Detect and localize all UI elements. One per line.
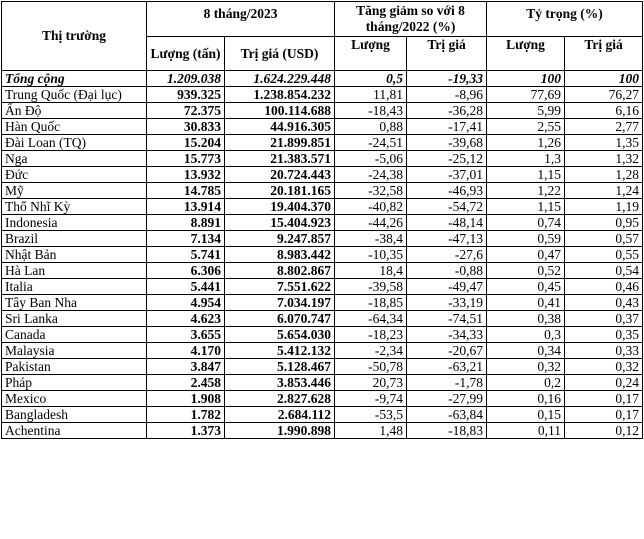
market-cell: Pakistan — [2, 359, 147, 375]
volume-share-cell: 0,15 — [487, 407, 565, 423]
value-cell: 2.827.628 — [225, 391, 335, 407]
value-share-cell: 1,24 — [565, 183, 643, 199]
table-row — [2, 391, 643, 407]
market-cell: Achentina — [2, 423, 147, 439]
value-share-cell: 2,77 — [565, 119, 643, 135]
header-market: Thị trường — [2, 2, 147, 71]
header-row-1 — [2, 2, 643, 37]
value-share-cell: 1,35 — [565, 135, 643, 151]
volume-cell: 5.441 — [147, 279, 225, 295]
value-share-cell: 0,46 — [565, 279, 643, 295]
table-row — [2, 375, 643, 391]
value-change-cell: -49,47 — [407, 279, 487, 295]
table-row — [2, 279, 643, 295]
volume-cell: 15.204 — [147, 135, 225, 151]
market-statistics-table — [1, 1, 643, 439]
value-share-cell: 0,17 — [565, 391, 643, 407]
volume-share-cell: 1,22 — [487, 183, 565, 199]
volume-share-cell: 5,99 — [487, 103, 565, 119]
value-cell: 5.654.030 — [225, 327, 335, 343]
volume-cell: 1.782 — [147, 407, 225, 423]
value-share-cell: 0,55 — [565, 247, 643, 263]
volume-cell: 4.954 — [147, 295, 225, 311]
header-change-volume: Lượng — [335, 37, 407, 71]
value-cell: 7.034.197 — [225, 295, 335, 311]
volume-change-cell: 11,81 — [335, 87, 407, 103]
total-label: Tổng cộng — [2, 71, 147, 87]
market-cell: Trung Quốc (Đại lục) — [2, 87, 147, 103]
value-cell: 7.551.622 — [225, 279, 335, 295]
table-row — [2, 183, 643, 199]
value-cell: 5.128.467 — [225, 359, 335, 375]
volume-cell: 3.655 — [147, 327, 225, 343]
value-change-cell: -74,51 — [407, 311, 487, 327]
value-change-cell: -34,33 — [407, 327, 487, 343]
volume-cell: 1.908 — [147, 391, 225, 407]
volume-change-cell: -2,34 — [335, 343, 407, 359]
value-change-cell: -20,67 — [407, 343, 487, 359]
volume-change-cell: -24,51 — [335, 135, 407, 151]
volume-share-cell: 0,2 — [487, 375, 565, 391]
value-change-cell: -47,13 — [407, 231, 487, 247]
volume-change-cell: -64,34 — [335, 311, 407, 327]
value-share-cell: 0,57 — [565, 231, 643, 247]
header-share-volume: Lượng — [487, 37, 565, 71]
value-share-cell: 0,95 — [565, 215, 643, 231]
table-row — [2, 327, 643, 343]
value-change-cell: -8,96 — [407, 87, 487, 103]
volume-cell: 6.306 — [147, 263, 225, 279]
volume-share-cell: 0,59 — [487, 231, 565, 247]
total-volume-share: 100 — [487, 71, 565, 87]
volume-change-cell: -24,38 — [335, 167, 407, 183]
volume-cell: 4.623 — [147, 311, 225, 327]
volume-share-cell: 0,3 — [487, 327, 565, 343]
value-share-cell: 0,12 — [565, 423, 643, 439]
header-change: Tăng giảm so với 8 tháng/2022 (%) — [335, 2, 487, 37]
table-row — [2, 263, 643, 279]
volume-cell: 3.847 — [147, 359, 225, 375]
volume-share-cell: 1,3 — [487, 151, 565, 167]
value-share-cell: 1,19 — [565, 199, 643, 215]
value-cell: 2.684.112 — [225, 407, 335, 423]
value-cell: 5.412.132 — [225, 343, 335, 359]
table-row — [2, 359, 643, 375]
value-share-cell: 1,28 — [565, 167, 643, 183]
volume-change-cell: -38,4 — [335, 231, 407, 247]
volume-share-cell: 0,11 — [487, 423, 565, 439]
market-cell: Malaysia — [2, 343, 147, 359]
volume-share-cell: 0,34 — [487, 343, 565, 359]
table-row — [2, 103, 643, 119]
volume-cell: 2.458 — [147, 375, 225, 391]
market-cell: Thổ Nhĩ Kỳ — [2, 199, 147, 215]
market-cell: Canada — [2, 327, 147, 343]
volume-cell: 5.741 — [147, 247, 225, 263]
volume-change-cell: 0,88 — [335, 119, 407, 135]
value-cell: 9.247.857 — [225, 231, 335, 247]
value-change-cell: -48,14 — [407, 215, 487, 231]
value-change-cell: -63,21 — [407, 359, 487, 375]
table-row — [2, 199, 643, 215]
volume-change-cell: -9,74 — [335, 391, 407, 407]
value-change-cell: -54,72 — [407, 199, 487, 215]
value-change-cell: -46,93 — [407, 183, 487, 199]
volume-change-cell: -10,35 — [335, 247, 407, 263]
value-change-cell: -18,83 — [407, 423, 487, 439]
value-cell: 8.983.442 — [225, 247, 335, 263]
value-change-cell: -17,41 — [407, 119, 487, 135]
volume-share-cell: 0,16 — [487, 391, 565, 407]
value-cell: 21.383.571 — [225, 151, 335, 167]
value-share-cell: 0,17 — [565, 407, 643, 423]
value-share-cell: 0,37 — [565, 311, 643, 327]
value-change-cell: -27,99 — [407, 391, 487, 407]
volume-cell: 13.914 — [147, 199, 225, 215]
total-row — [2, 71, 643, 87]
volume-change-cell: -18,85 — [335, 295, 407, 311]
header-volume-tonnes: Lượng (tấn) — [147, 37, 225, 71]
total-volume-change: 0,5 — [335, 71, 407, 87]
value-share-cell: 1,32 — [565, 151, 643, 167]
volume-change-cell: -18,23 — [335, 327, 407, 343]
table-row — [2, 343, 643, 359]
header-share: Tỷ trọng (%) — [487, 2, 643, 37]
value-cell: 100.114.688 — [225, 103, 335, 119]
table-row — [2, 231, 643, 247]
market-cell: Sri Lanka — [2, 311, 147, 327]
volume-share-cell: 1,15 — [487, 199, 565, 215]
value-change-cell: -27,6 — [407, 247, 487, 263]
table-body — [2, 71, 643, 439]
volume-change-cell: -44,26 — [335, 215, 407, 231]
volume-share-cell: 0,45 — [487, 279, 565, 295]
market-cell: Italia — [2, 279, 147, 295]
table-row — [2, 167, 643, 183]
volume-share-cell: 0,47 — [487, 247, 565, 263]
value-share-cell: 6,16 — [565, 103, 643, 119]
total-value-share: 100 — [565, 71, 643, 87]
volume-cell: 4.170 — [147, 343, 225, 359]
market-cell: Ấn Độ — [2, 103, 147, 119]
volume-change-cell: 20,73 — [335, 375, 407, 391]
volume-change-cell: -53,5 — [335, 407, 407, 423]
volume-share-cell: 2,55 — [487, 119, 565, 135]
volume-change-cell: -5,06 — [335, 151, 407, 167]
market-cell: Đài Loan (TQ) — [2, 135, 147, 151]
value-change-cell: -1,78 — [407, 375, 487, 391]
value-share-cell: 0,32 — [565, 359, 643, 375]
market-cell: Brazil — [2, 231, 147, 247]
value-change-cell: -25,12 — [407, 151, 487, 167]
table-row — [2, 119, 643, 135]
market-cell: Nhật Bản — [2, 247, 147, 263]
value-change-cell: -37,01 — [407, 167, 487, 183]
value-cell: 3.853.446 — [225, 375, 335, 391]
value-share-cell: 0,35 — [565, 327, 643, 343]
value-cell: 20.181.165 — [225, 183, 335, 199]
volume-change-cell: -18,43 — [335, 103, 407, 119]
market-cell: Nga — [2, 151, 147, 167]
volume-share-cell: 1,15 — [487, 167, 565, 183]
value-cell: 44.916.305 — [225, 119, 335, 135]
table-row — [2, 151, 643, 167]
market-cell: Tây Ban Nha — [2, 295, 147, 311]
value-change-cell: -36,28 — [407, 103, 487, 119]
value-cell: 20.724.443 — [225, 167, 335, 183]
value-cell: 1.990.898 — [225, 423, 335, 439]
table-row — [2, 423, 643, 439]
table-row — [2, 311, 643, 327]
value-share-cell: 0,33 — [565, 343, 643, 359]
volume-cell: 15.773 — [147, 151, 225, 167]
value-cell: 8.802.867 — [225, 263, 335, 279]
table-row — [2, 215, 643, 231]
value-cell: 19.404.370 — [225, 199, 335, 215]
volume-cell: 8.891 — [147, 215, 225, 231]
volume-change-cell: -32,58 — [335, 183, 407, 199]
market-cell: Mexico — [2, 391, 147, 407]
market-cell: Đức — [2, 167, 147, 183]
volume-share-cell: 77,69 — [487, 87, 565, 103]
total-volume: 1.209.038 — [147, 71, 225, 87]
volume-cell: 14.785 — [147, 183, 225, 199]
value-cell: 21.899.851 — [225, 135, 335, 151]
volume-change-cell: -39,58 — [335, 279, 407, 295]
total-value-change: -19,33 — [407, 71, 487, 87]
value-cell: 15.404.923 — [225, 215, 335, 231]
table-row — [2, 135, 643, 151]
volume-share-cell: 0,52 — [487, 263, 565, 279]
value-share-cell: 76,27 — [565, 87, 643, 103]
header-change-value: Trị giá — [407, 37, 487, 71]
value-share-cell: 0,24 — [565, 375, 643, 391]
market-cell: Indonesia — [2, 215, 147, 231]
volume-change-cell: 18,4 — [335, 263, 407, 279]
total-value: 1.624.229.448 — [225, 71, 335, 87]
market-cell: Pháp — [2, 375, 147, 391]
volume-change-cell: -50,78 — [335, 359, 407, 375]
table-row — [2, 87, 643, 103]
value-share-cell: 0,43 — [565, 295, 643, 311]
market-cell: Bangladesh — [2, 407, 147, 423]
volume-change-cell: -40,82 — [335, 199, 407, 215]
volume-cell: 72.375 — [147, 103, 225, 119]
market-cell: Hà Lan — [2, 263, 147, 279]
header-share-value: Trị giá — [565, 37, 643, 71]
volume-cell: 30.833 — [147, 119, 225, 135]
market-cell: Hàn Quốc — [2, 119, 147, 135]
market-cell: Mỹ — [2, 183, 147, 199]
value-change-cell: -0,88 — [407, 263, 487, 279]
header-value-usd: Trị giá (USD) — [225, 37, 335, 71]
value-change-cell: -63,84 — [407, 407, 487, 423]
value-share-cell: 0,54 — [565, 263, 643, 279]
table-row — [2, 407, 643, 423]
volume-cell: 1.373 — [147, 423, 225, 439]
value-change-cell: -33,19 — [407, 295, 487, 311]
value-cell: 6.070.747 — [225, 311, 335, 327]
table-row — [2, 295, 643, 311]
volume-share-cell: 0,38 — [487, 311, 565, 327]
value-cell: 1.238.854.232 — [225, 87, 335, 103]
volume-change-cell: 1,48 — [335, 423, 407, 439]
volume-share-cell: 0,41 — [487, 295, 565, 311]
header-period: 8 tháng/2023 — [147, 2, 335, 37]
volume-share-cell: 1,26 — [487, 135, 565, 151]
volume-cell: 13.932 — [147, 167, 225, 183]
value-change-cell: -39,68 — [407, 135, 487, 151]
table-row — [2, 247, 643, 263]
volume-share-cell: 0,32 — [487, 359, 565, 375]
volume-cell: 7.134 — [147, 231, 225, 247]
volume-cell: 939.325 — [147, 87, 225, 103]
volume-share-cell: 0,74 — [487, 215, 565, 231]
